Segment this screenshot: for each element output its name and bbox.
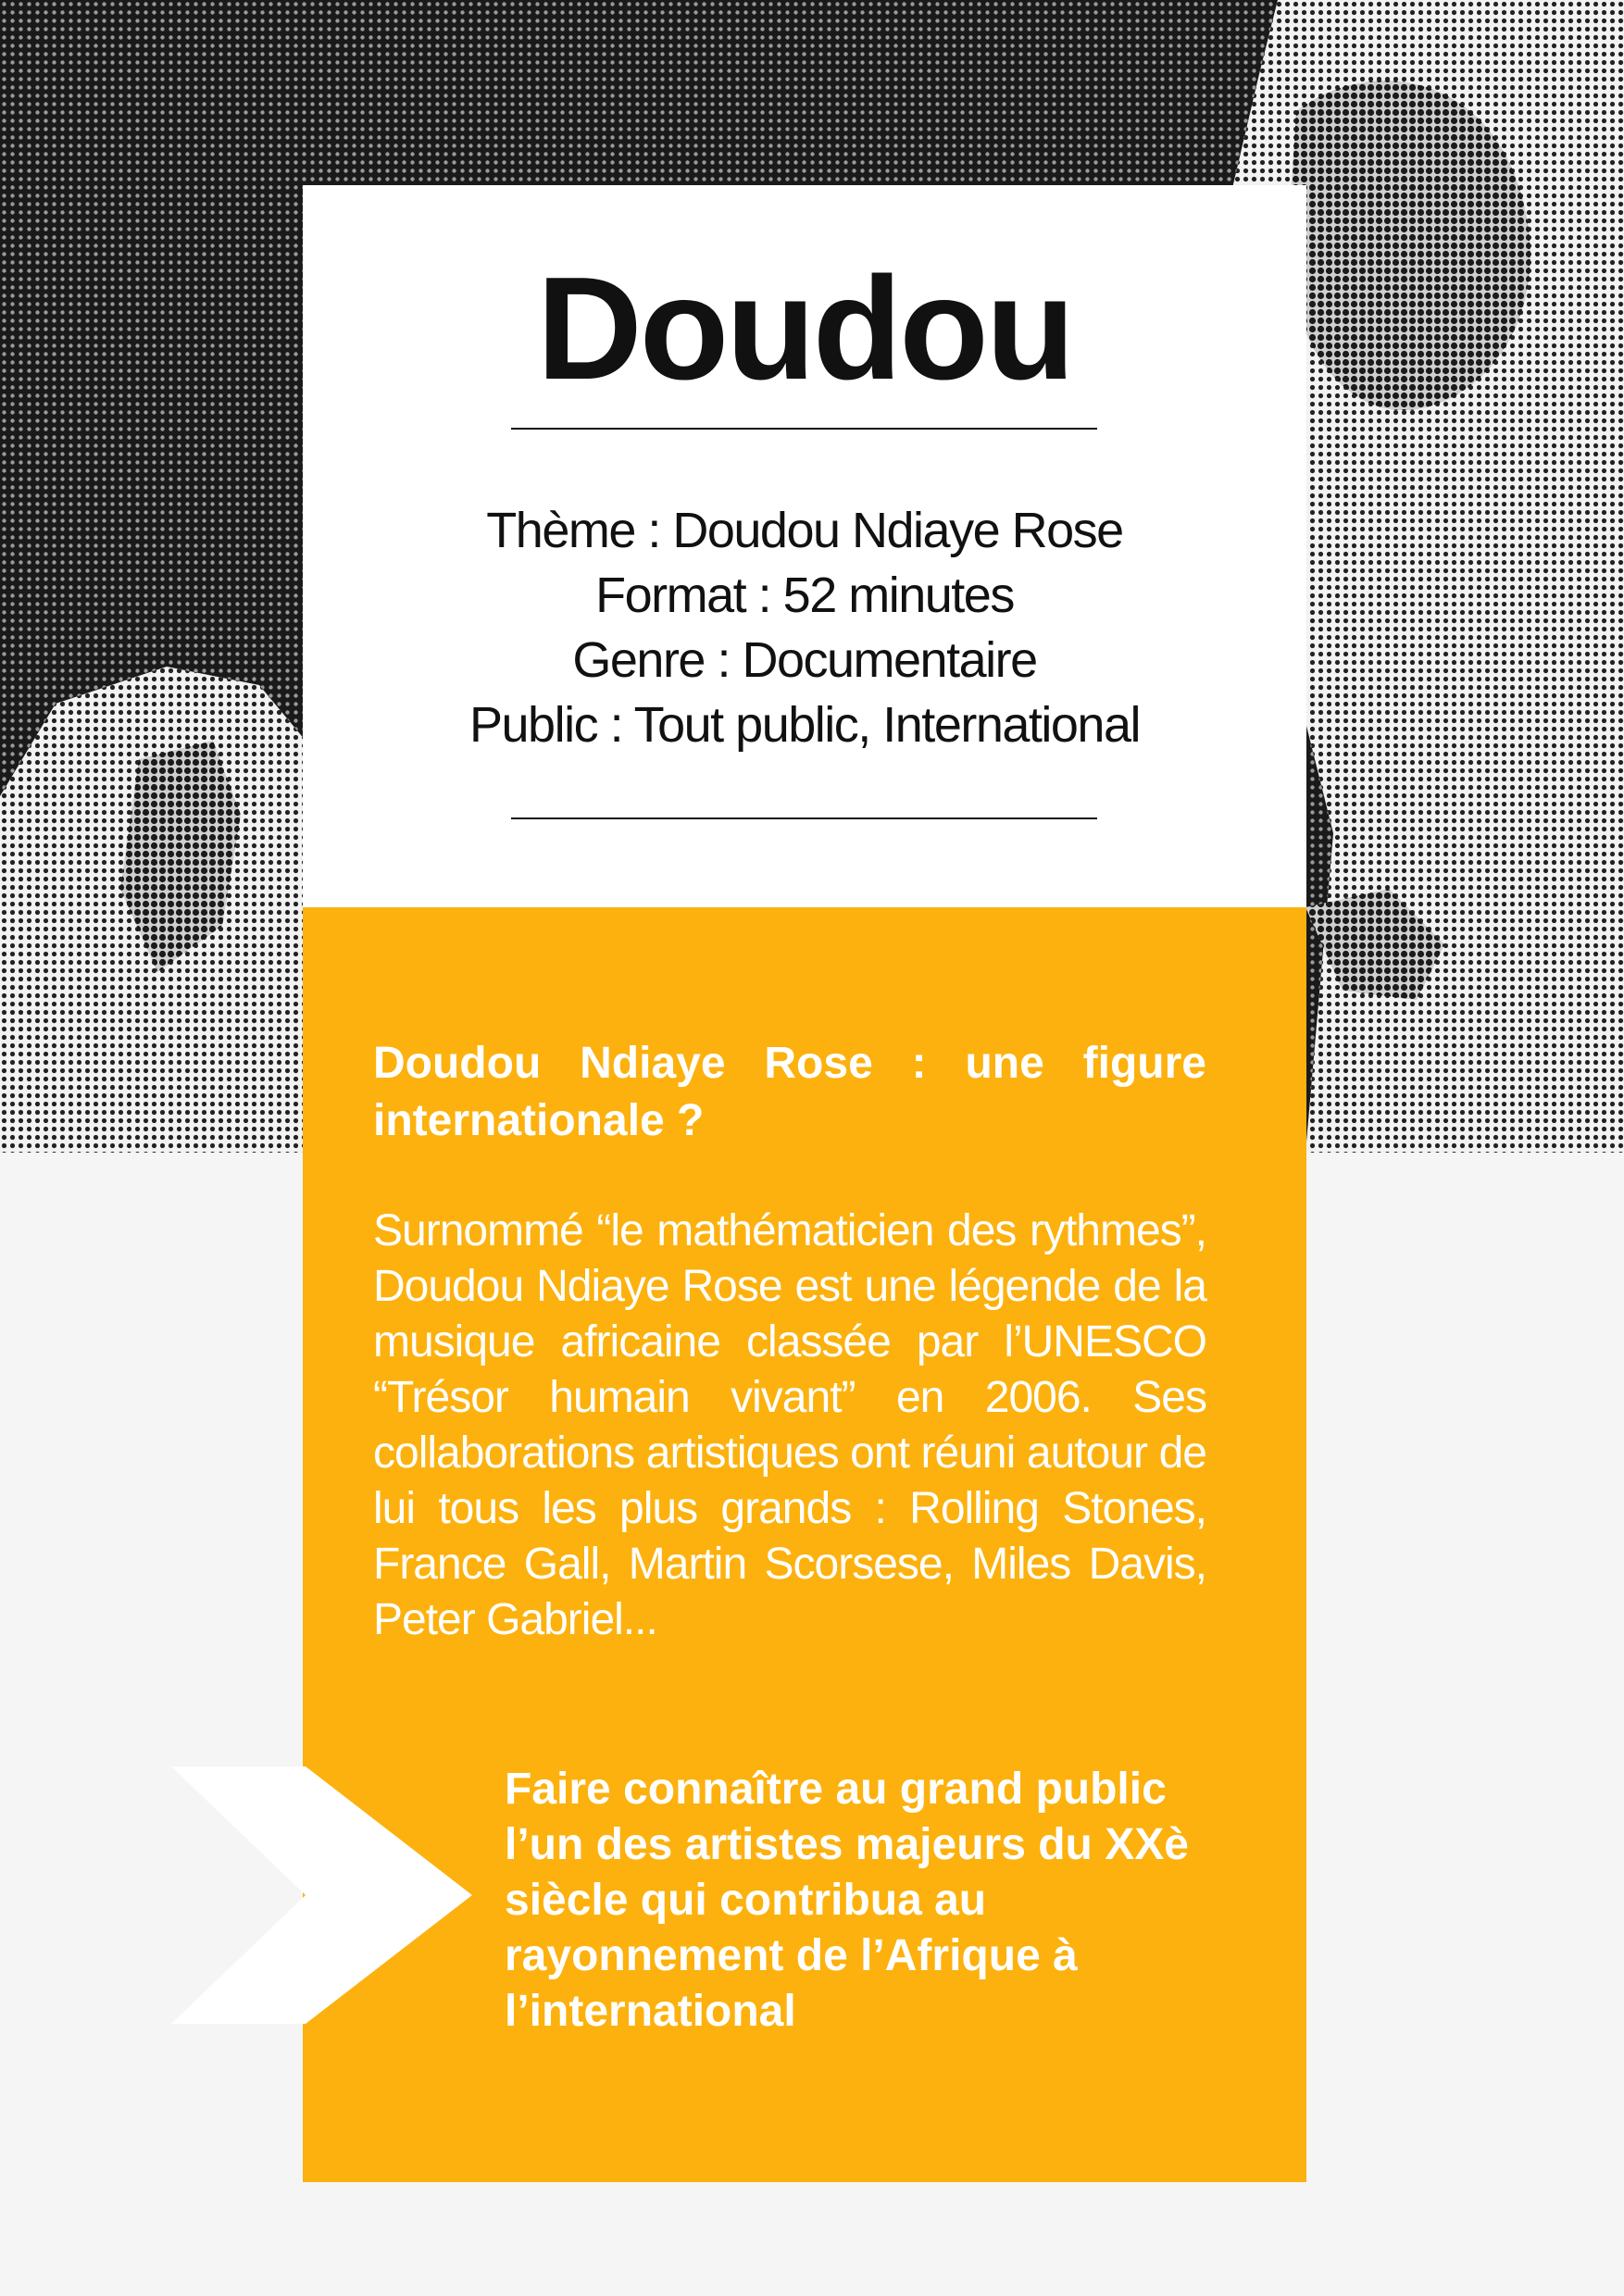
info-card (303, 185, 1306, 907)
info-theme: Thème : Doudou Ndiaye Rose (486, 503, 1123, 558)
info-list (303, 498, 1306, 757)
divider-bottom (511, 817, 1097, 819)
highlight-text: Faire connaître au grand public l’un des artistes majeurs du XXè siècle qui contribua au rayonnement de l’Afrique à l’international (505, 1765, 1189, 2036)
section-heading: Doudou Ndiaye Rose : une figure internationale ? (373, 1039, 1206, 1145)
section-body: Surnommé “le mathématicien des rythmes”, Doudou Ndiaye Rose est une légende de la musique africaine classée par l’UNESCO “Trésor humain vivant” en 2006. Ses collaborations artistiques ont réuni autour de lui tous les plus grands : Rolling Stones, France Gall, Martin Scorsese, Miles Davis, Peter Gabriel... (373, 1206, 1206, 1644)
info-format: Format : 52 minutes (595, 568, 1014, 623)
divider-top (511, 428, 1097, 430)
info-public: Public : Tout public, International (469, 697, 1140, 753)
info-genre: Genre : Documentaire (572, 632, 1037, 688)
title-block (303, 241, 1306, 417)
page-title: Doudou (536, 247, 1073, 410)
chevron-right-icon (171, 1766, 472, 2024)
